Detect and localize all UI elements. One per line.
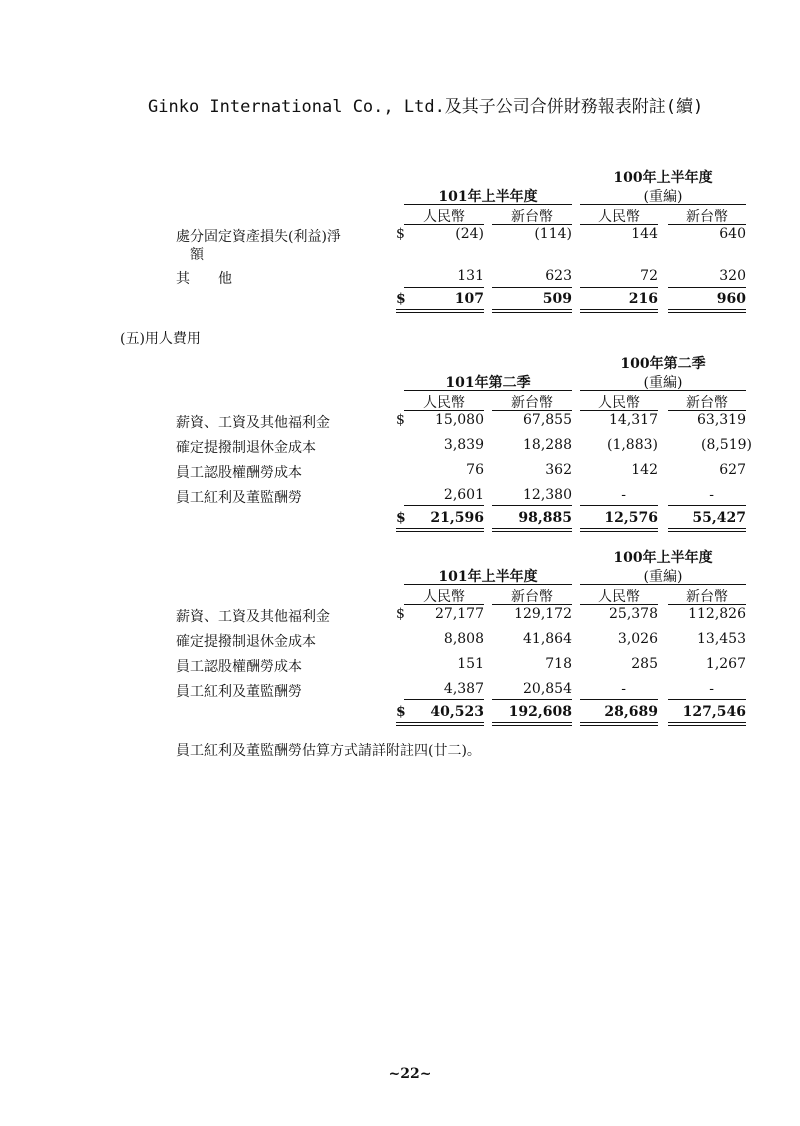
col-header-rmb: 人民幣: [423, 395, 465, 411]
total-cell: 127,546: [682, 704, 746, 720]
table-cell: 1,267: [705, 656, 746, 672]
period-b-header: 100年上半年度: [613, 550, 713, 566]
table-cell: (8,519): [700, 437, 752, 453]
total-cell: 21,596: [430, 510, 484, 526]
table-cell: 67,855: [523, 412, 572, 428]
col-header-ntd: 新台幣: [686, 589, 728, 605]
period-a-header: 101年上半年度: [438, 189, 538, 205]
period-b-subheader: (重編): [643, 569, 683, 585]
section-heading: (五)用人費用: [120, 331, 201, 347]
period-b-subheader: (重編): [643, 189, 683, 205]
row-label: 員工認股權酬勞成本: [176, 465, 302, 481]
table-cell: 76: [466, 462, 484, 478]
period-a-header: 101年上半年度: [438, 569, 538, 585]
currency-symbol: $: [396, 226, 405, 242]
table-cell: 15,080: [435, 412, 484, 428]
col-header-ntd: 新台幣: [511, 395, 553, 411]
table-cell: 144: [631, 226, 658, 242]
row-label: 處分固定資產損失(利益)淨: [176, 229, 341, 245]
total-cell: 192,608: [508, 704, 572, 720]
table-cell: (24): [455, 226, 484, 242]
total-cell: 960: [716, 291, 746, 307]
table-cell: 362: [545, 462, 572, 478]
table-cell: 627: [719, 462, 746, 478]
col-header-ntd: 新台幣: [511, 209, 553, 225]
col-header-rmb: 人民幣: [598, 395, 640, 411]
table-cell: 13,453: [697, 631, 746, 647]
table-cell: 4,387: [443, 681, 484, 697]
row-label: 薪資、工資及其他福利金: [176, 415, 330, 431]
table-cell: 285: [631, 656, 658, 672]
table-cell: 131: [457, 268, 484, 284]
table-cell: 151: [457, 656, 484, 672]
table-cell: 25,378: [609, 606, 658, 622]
table-cell: 112,826: [688, 606, 746, 622]
table-cell: (1,883): [606, 437, 658, 453]
period-b-header: 100年上半年度: [613, 170, 713, 186]
table-cell: 12,380: [523, 487, 572, 503]
table-cell: 8,808: [443, 631, 484, 647]
total-cell: 12,576: [604, 510, 658, 526]
total-cell: 98,885: [518, 510, 572, 526]
col-header-rmb: 人民幣: [598, 209, 640, 225]
table-cell: -: [621, 487, 626, 503]
table-cell: (114): [534, 226, 572, 242]
table-cell: 2,601: [443, 487, 484, 503]
table-cell: 640: [719, 226, 746, 242]
row-label: 確定提撥制退休金成本: [176, 634, 316, 650]
row-label-continued: 額: [190, 247, 204, 263]
page-title: Ginko International Co., Ltd.及其子公司合併財務報表附註(續): [148, 97, 704, 117]
col-header-ntd: 新台幣: [511, 589, 553, 605]
currency-symbol: $: [396, 606, 405, 622]
table-cell: 3,026: [617, 631, 658, 647]
row-label: 員工認股權酬勞成本: [176, 659, 302, 675]
currency-symbol: $: [396, 412, 405, 428]
total-cell: 28,689: [604, 704, 658, 720]
table-cell: -: [709, 681, 714, 697]
table-cell: 3,839: [443, 437, 484, 453]
row-label: 員工紅利及董監酬勞: [176, 490, 302, 506]
table-cell: 142: [631, 462, 658, 478]
row-label: 確定提撥制退休金成本: [176, 440, 316, 456]
table-cell: 623: [545, 268, 572, 284]
col-header-rmb: 人民幣: [598, 589, 640, 605]
row-label: 其 他: [176, 271, 232, 287]
table-cell: 63,319: [697, 412, 746, 428]
table-cell: 14,317: [609, 412, 658, 428]
row-label: 薪資、工資及其他福利金: [176, 609, 330, 625]
footnote: 員工紅利及董監酬勞估算方式請詳附註四(廿二)。: [176, 743, 481, 759]
table-cell: -: [621, 681, 626, 697]
period-b-header: 100年第二季: [620, 356, 706, 372]
table-cell: 320: [719, 268, 746, 284]
table-cell: 72: [640, 268, 658, 284]
col-header-rmb: 人民幣: [423, 589, 465, 605]
currency-symbol: $: [396, 291, 406, 307]
total-cell: 107: [454, 291, 484, 307]
total-cell: 509: [542, 291, 572, 307]
currency-symbol: $: [396, 704, 406, 720]
col-header-rmb: 人民幣: [423, 209, 465, 225]
table-cell: 718: [545, 656, 572, 672]
col-header-ntd: 新台幣: [686, 395, 728, 411]
col-header-ntd: 新台幣: [686, 209, 728, 225]
table-cell: 20,854: [523, 681, 572, 697]
table-cell: 41,864: [523, 631, 572, 647]
table-cell: 27,177: [435, 606, 484, 622]
table-cell: -: [709, 487, 714, 503]
page-number: ~22~: [388, 1066, 432, 1082]
period-a-header: 101年第二季: [445, 375, 531, 391]
table-cell: 18,288: [523, 437, 572, 453]
table-cell: 129,172: [514, 606, 572, 622]
total-cell: 40,523: [430, 704, 484, 720]
total-cell: 216: [628, 291, 658, 307]
period-b-subheader: (重編): [643, 375, 683, 391]
total-cell: 55,427: [692, 510, 746, 526]
row-label: 員工紅利及董監酬勞: [176, 684, 302, 700]
currency-symbol: $: [396, 510, 406, 526]
